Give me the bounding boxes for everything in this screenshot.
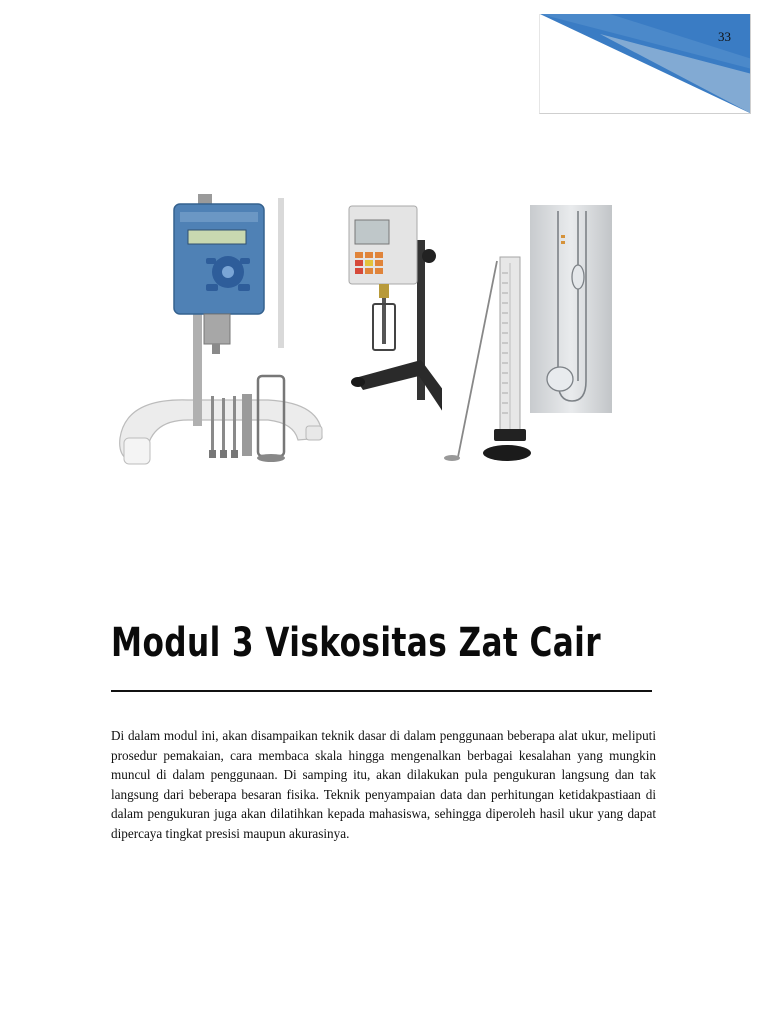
module-title: Modul 3 Viskositas Zat Cair — [111, 620, 602, 666]
photo-capillary-viscometer — [530, 205, 612, 413]
page-number: 33 — [718, 29, 731, 44]
module-intro-paragraph: Di dalam modul ini, akan disampaikan teknik dasar di dalam penggunaan beberapa alat ukur, meliputi prosedur pemakaian, cara membaca skala hingga mengenalkan berbagai kesalahan yang mungkin muncul di dalam penggunaan. Di samping itu, akan dilakukan pula pengukuran langsung dan tak langsung dari beberapa besaran fisika. Teknik penyampaian data dan perhitungan ketidakpastiaan di dalam pengukuran juga akan dilatihkan kepada mahasiswa, sehingga diperoleh hasil ukur yang dapat dipercaya tingkat presisi maupun akurasinya. — [111, 728, 656, 841]
title-underline — [111, 690, 652, 692]
photo-viscometer-blue — [118, 188, 324, 474]
photo-falling-ball-tube — [442, 253, 534, 465]
